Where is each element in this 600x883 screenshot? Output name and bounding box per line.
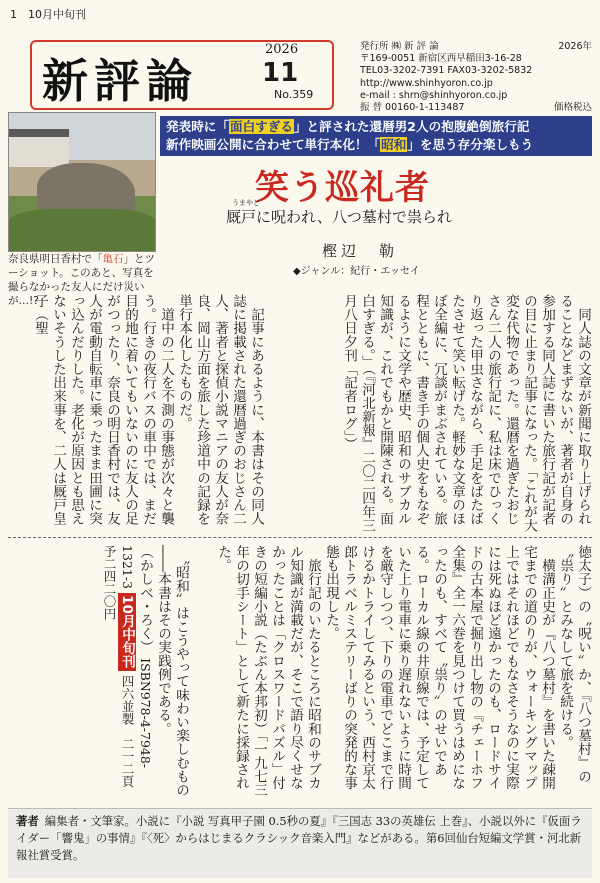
publisher-url[interactable]: http://www.shinhyoron.co.jp: [360, 77, 493, 89]
publisher-email[interactable]: e-mail : shrn@shinhyoron.co.jp: [360, 89, 508, 101]
publisher-line-6: [360, 102, 592, 114]
closing-paragraph: 〝昭和〟はこうやって味わい楽しむもの――本書はその実践例である。 （かしべ・ろく）: [137, 545, 189, 797]
book-format-price: 四六並製 二一二頁 予二四二〇円: [102, 545, 135, 800]
publisher-info: [360, 41, 592, 114]
author-name: 樫辺 勒: [322, 242, 399, 260]
section-divider: [8, 537, 592, 538]
body-column-1: 同人誌の文章が新聞に取り上げられることなどまずないが、著者が自身の参加する同人誌に書いた旅行記が記者の目に止まり記事になった。「これが大変な代物であった。還暦を過ぎたおじさん二人の旅行記に、私は床でひっくり返った甲虫さながら、手足をばたばたさせて笑い転げた。軽妙な文章のほぼ全編に、冗談がまぶされている。旅程とともに、書き手の個人史をもなぞるように文学や歴史、昭和のサブカル知識が、これでもかと開陳される。面白すぎる。」（『河北新報』二〇二四年三月八日夕刊「記者ログ」）: [341, 294, 591, 532]
caption-prefix: 奈良県明日香村で「: [8, 253, 103, 265]
publisher-name: 発行所 ㈱ 新 評 論: [360, 41, 439, 52]
masthead-year: 2026: [265, 42, 299, 57]
banner-line-2: [166, 136, 586, 154]
body-column-2: 記事にあるように、本書はその同人誌に掲載された還暦過ぎのおじさん二人、著者と探偵小説マニアの友人が奈良、岡山方面を旅した珍道中の記録を単行本化したものだ。 道中の二人を不測の事態が次々と襲う。行きの夜行バスの車中では、まだ目的地に着いてもいないのに友人の足がつったり、奈良の明日香村では、友人が電動自転車に乗ったまま田圃に突っ込んだりした。老化が原因とも思えないそうした出来事を、二人は厩戸皇子（聖: [32, 294, 264, 526]
banner-highlight: 面白すぎる: [229, 119, 293, 134]
subtitle-ruby: うまやど: [232, 199, 260, 207]
masthead-month: 11: [262, 58, 299, 88]
caption-highlight: 亀石: [102, 253, 124, 265]
publisher-account: 振 替 00160-1-113487: [360, 102, 465, 114]
book-title: 笑う巡礼者: [255, 168, 430, 208]
genre-label: ◆ジャンル：紀行・エッセイ: [293, 266, 420, 277]
banner-text: 」を思う存分楽しもう: [407, 137, 534, 152]
author-bio: [8, 808, 592, 878]
promo-banner: [160, 116, 592, 156]
banner-text: 発表時に「: [166, 119, 229, 134]
banner-text: 新作映画公開に合わせて単行本化！「: [166, 137, 381, 152]
book-subtitle: 厩戸に呪われ、八つ墓村で祟られ: [226, 208, 452, 226]
publisher-tel: TEL03-3202-7391 FAX03-3202-5832: [360, 65, 533, 77]
publisher-address: 〒169-0051 新宿区西早稲田3-16-28: [360, 53, 522, 65]
banner-highlight: 昭和: [381, 137, 407, 152]
price-note: 価格税込: [553, 102, 592, 114]
masthead-title: 新評論: [42, 54, 198, 108]
banner-line-1: [166, 118, 586, 136]
bio-text: 編集者・文筆家。小説に『小説 写真甲子園 0.5秒の夏』『三国志 33の英雄伝 上巻』、小説以外に『仮面ライダー「響鬼」の事情』『〈死〉からはじまるクラシック音楽入門』などがある。第6回仙台短編文学賞・河北新報社賞受賞。: [16, 814, 582, 862]
banner-text: 」と評された還暦男2人の抱腹絶倒旅行記: [293, 119, 530, 134]
publisher-line-1: [360, 41, 592, 53]
kameishi-photo: [8, 112, 156, 252]
issue-label: 1 10月中旬刊: [10, 8, 86, 21]
publisher-year: 2026年: [558, 41, 592, 52]
body-column-4: [10, 545, 190, 803]
bio-label: 著者: [16, 814, 39, 828]
body-column-3: 徳太子）の〝呪い〟か、『八つ墓村』の〝祟り〟とみなして旅を続ける。 横溝正史が『八つ墓村』を書いた疎開宅までの道のりが、ウォーキングマップ上ではそれほどでもなさそうなのに実際には死ぬほど遠かったのも、ロードサイドの古本屋で掘り出し物の『チェーホフ全集』全一六巻を見つけて買うはめになったのも、すべて〝祟り〟のせいである。ローカル線の井原線では、予定していた上り電車に乗り遅れないように時間を厳守しつつ、下りの電車でどこまで行けるかトライしてみるという、西村京太郎トラベルミステリーばりの突発的な事態も出現した。 旅行記のいたるところに昭和のサブカル知識が満載だが、そこで語り尽くせなかったことは「クロスワードパズル」付きの短編小説（たぶん本邦初）「一九七三年の切手シート」として新たに採録された。: [215, 545, 591, 797]
bush-shape: [9, 209, 155, 251]
caption-rest: 」とツーショット。このあと、写真を撮らなかった友人にだけ災いが…!?: [8, 253, 155, 307]
house-shape: [9, 129, 69, 167]
release-badge: 10月中旬刊: [119, 595, 135, 669]
masthead-issue-no: No.359: [274, 88, 314, 101]
isbn: ISBN978-4-7948-1321-3: [120, 545, 153, 769]
